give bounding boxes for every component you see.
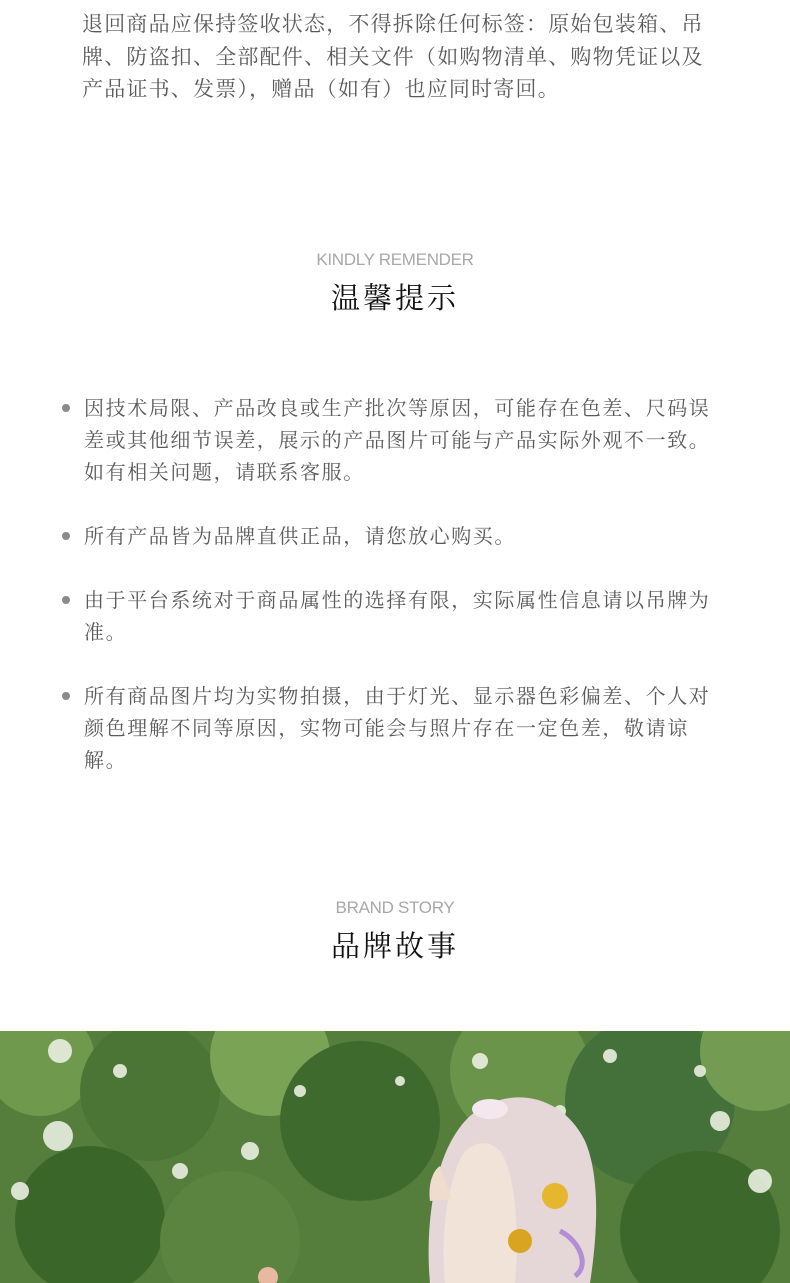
- list-item-text: 所有产品皆为品牌直供正品，请您放心购买。: [84, 524, 516, 548]
- list-item-text: 由于平台系统对于商品属性的选择有限，实际属性信息请以吊牌为准。: [84, 588, 711, 644]
- list-item: [84, 680, 714, 776]
- list-item-text: 因技术局限、产品改良或生产批次等原因，可能存在色差、尺码误差或其他细节误差，展示的产品图片可能与产品实际外观不一致。如有相关问题，请联系客服。: [84, 396, 711, 484]
- brand-cn-title: 品牌故事: [330, 929, 459, 963]
- reminder-en-title: KINDLY REMENDER: [316, 250, 474, 269]
- brand-header: [0, 898, 790, 965]
- bullet-icon: [62, 596, 70, 604]
- return-policy-text: 退回商品应保持签收状态，不得拆除任何标签：原始包装箱、吊牌、防盗扣、全部配件、相关文件（如购物清单、购物凭证以及产品证书、发票），赠品（如有）也应同时寄回。: [82, 12, 704, 101]
- brand-en-title: BRAND STORY: [335, 898, 455, 917]
- list-item: [84, 584, 714, 648]
- bullet-icon: [62, 532, 70, 540]
- reminder-cn-title: 温馨提示: [330, 281, 459, 315]
- list-item-text: 所有商品图片均为实物拍摄，由于灯光、显示器色彩偏差、个人对颜色理解不同等原因，实物可能会与照片存在一定色差，敬请谅解。: [84, 684, 711, 772]
- bullet-icon: [62, 404, 70, 412]
- reminder-header: [0, 250, 790, 317]
- list-item: [84, 520, 714, 552]
- list-item: [84, 392, 714, 488]
- brand-photo-illustration: [0, 1031, 790, 1283]
- brand-photo: [0, 1031, 790, 1283]
- bullet-icon: [62, 692, 70, 700]
